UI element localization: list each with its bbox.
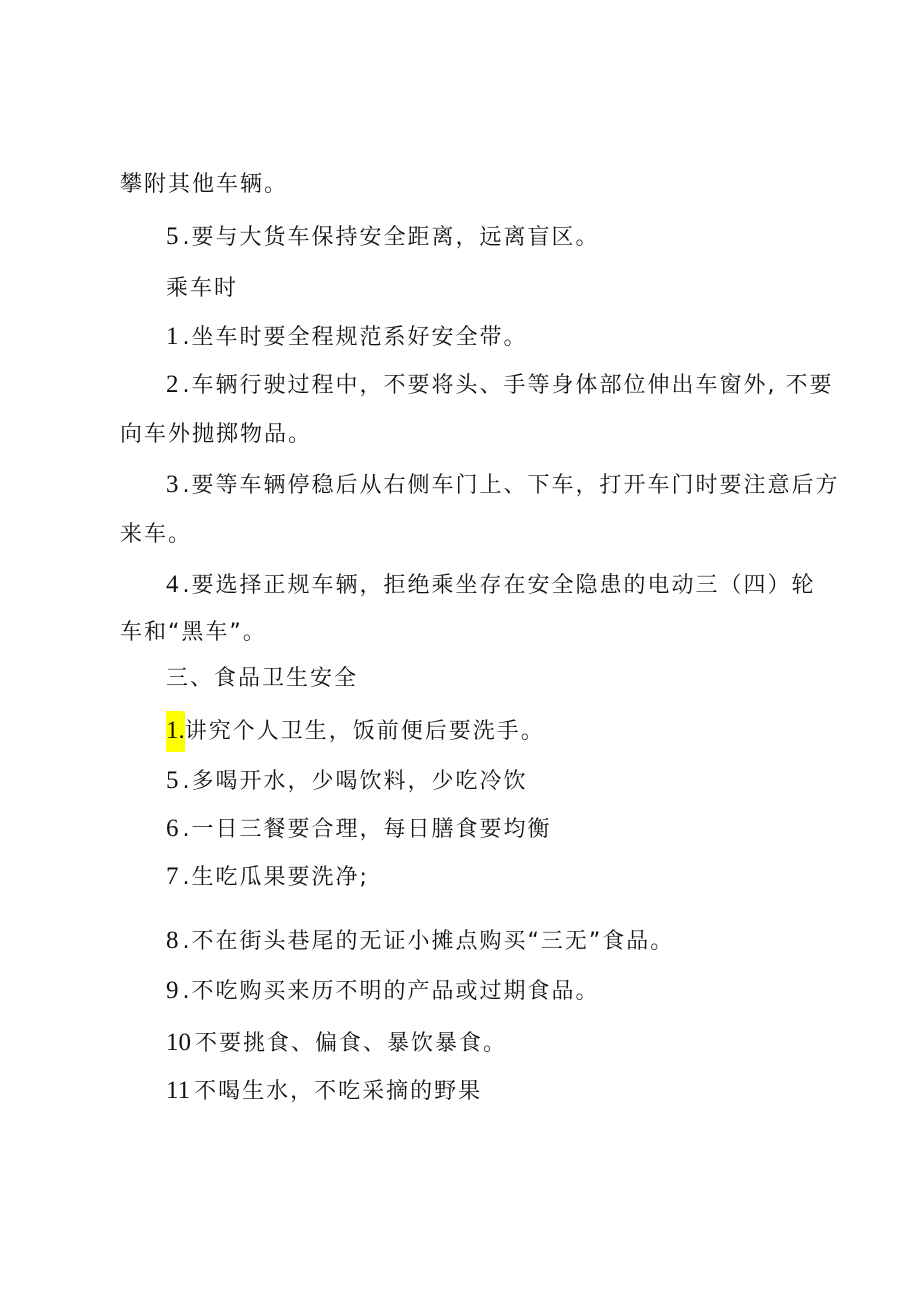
section-heading bbox=[166, 274, 866, 304]
line-text: 来车。 bbox=[120, 522, 193, 547]
paragraph-line bbox=[120, 420, 820, 450]
list-item bbox=[166, 570, 866, 601]
line-text: 向车外抛掷物品。 bbox=[120, 422, 313, 447]
list-item bbox=[166, 470, 866, 501]
item-number: 6 bbox=[166, 815, 179, 842]
heading-text: 三、食品卫生安全 bbox=[166, 666, 359, 691]
item-text: 讲究个人卫生，饭前便后要洗手。 bbox=[184, 719, 545, 744]
item-text: .车辆行驶过程中，不要将头、手等身体部位伸出车窗外, 不要 bbox=[182, 373, 834, 398]
item-text: 不要挑食、偏食、暴饮暴食。 bbox=[195, 1031, 508, 1056]
list-item bbox=[166, 926, 866, 957]
item-number: 2 bbox=[166, 371, 179, 398]
item-number: 1 bbox=[166, 323, 179, 350]
item-text: 不喝生水，不吃采摘的野果 bbox=[194, 1079, 483, 1104]
list-item bbox=[166, 976, 866, 1007]
list-item bbox=[166, 766, 866, 797]
line-text: 车和“黑车”。 bbox=[120, 620, 267, 645]
item-number: 3 bbox=[166, 471, 179, 498]
item-number: 4 bbox=[166, 571, 179, 598]
item-number: 8 bbox=[166, 927, 179, 954]
item-text: .多喝开水，少喝饮料，少吃冷饮 bbox=[182, 769, 528, 794]
list-item bbox=[166, 814, 866, 845]
item-text: .一日三餐要合理，每日膳食要均衡 bbox=[182, 817, 552, 842]
paragraph-line bbox=[120, 170, 820, 200]
list-item bbox=[166, 322, 866, 353]
item-text: .要与大货车保持安全距离，远离盲区。 bbox=[182, 225, 600, 250]
item-number: 5 bbox=[166, 223, 179, 250]
item-number: 7 bbox=[166, 863, 179, 890]
list-item bbox=[166, 370, 866, 401]
item-number: 9 bbox=[166, 977, 179, 1004]
paragraph-line bbox=[120, 618, 820, 648]
item-text: .生吃瓜果要洗净; bbox=[182, 865, 369, 890]
item-number: 10 bbox=[166, 1029, 191, 1056]
section-heading bbox=[166, 664, 866, 694]
item-text: .要等车辆停稳后从右侧车门上、下车，打开车门时要注意后方 bbox=[182, 473, 840, 498]
highlighted-item-number: 1. bbox=[166, 711, 185, 752]
item-text: .坐车时要全程规范系好安全带。 bbox=[182, 325, 528, 350]
heading-text: 乘车时 bbox=[166, 276, 239, 301]
item-text: .不在街头巷尾的无证小摊点购买“三无”食品。 bbox=[182, 929, 675, 954]
item-text: .要选择正规车辆，拒绝乘坐存在安全隐患的电动三（四）轮 bbox=[182, 573, 816, 598]
list-item bbox=[166, 1028, 866, 1059]
list-item bbox=[166, 862, 866, 893]
line-text: 攀附其他车辆。 bbox=[120, 172, 289, 197]
paragraph-line bbox=[120, 520, 820, 550]
list-item bbox=[166, 222, 866, 253]
item-number: 5 bbox=[166, 767, 179, 794]
list-item bbox=[166, 1076, 866, 1107]
item-text: .不吃购买来历不明的产品或过期食品。 bbox=[182, 979, 600, 1004]
item-number: 11 bbox=[166, 1077, 191, 1104]
list-item bbox=[166, 716, 866, 747]
